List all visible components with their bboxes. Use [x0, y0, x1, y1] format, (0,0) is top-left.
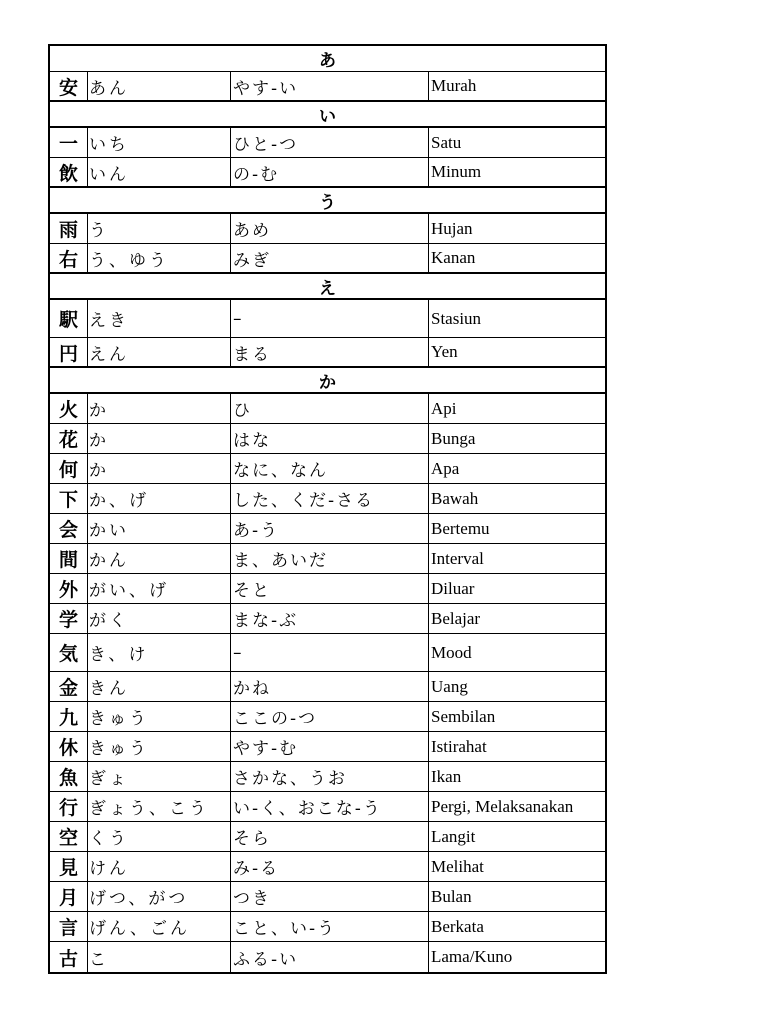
kanji-cell: 空: [50, 822, 88, 851]
table-row: [50, 544, 605, 574]
meaning-cell: Berkata: [431, 916, 484, 936]
table-row: [50, 852, 605, 882]
kunyomi-cell: あ-う: [231, 514, 429, 543]
table-row: [50, 732, 605, 762]
kunyomi-cell: ひと-つ: [231, 128, 429, 157]
onyomi-cell: きゅう: [88, 732, 231, 761]
onyomi-cell: きん: [88, 672, 231, 701]
meaning-cell: Stasiun: [431, 308, 482, 328]
group-header: あ: [50, 46, 605, 72]
kunyomi-cell: かね: [231, 672, 429, 701]
table-row: [50, 882, 605, 912]
onyomi-cell: えん: [88, 338, 231, 366]
onyomi-cell: あん: [88, 72, 231, 100]
table-row: [50, 424, 605, 454]
kunyomi-cell: やす-む: [231, 732, 429, 761]
kanji-cell: 外: [50, 574, 88, 603]
table-row: [50, 574, 605, 604]
meaning-cell: Bunga: [431, 428, 476, 448]
onyomi-cell: いち: [88, 128, 231, 157]
meaning-cell: Minum: [431, 162, 482, 181]
kanji-table: [48, 44, 607, 974]
kunyomi-cell: ここの-つ: [231, 702, 429, 731]
group-header: え: [50, 274, 605, 300]
onyomi-cell: がい、げ: [88, 574, 231, 603]
meaning-cell: Mood: [431, 642, 472, 662]
kunyomi-cell: ま、あいだ: [231, 544, 429, 573]
onyomi-cell: こ: [88, 942, 231, 972]
kunyomi-cell: い-く、おこな-う: [231, 792, 429, 821]
table-row: [50, 634, 605, 672]
meaning-cell: Diluar: [431, 578, 475, 598]
group-header: う: [50, 188, 605, 214]
kunyomi-cell: の-む: [231, 158, 429, 186]
meaning-cell: Istirahat: [431, 736, 487, 756]
table-row: [50, 300, 605, 338]
meaning-cell: Kanan: [431, 248, 476, 267]
kanji-cell: 飲: [50, 158, 88, 186]
group-header: か: [50, 368, 605, 394]
table-row: [50, 514, 605, 544]
table-row: [50, 454, 605, 484]
kanji-cell: 何: [50, 454, 88, 483]
kunyomi-cell: まる: [231, 338, 429, 366]
kanji-cell: 休: [50, 732, 88, 761]
onyomi-cell: か: [88, 454, 231, 483]
kunyomi-cell: ふる-い: [231, 942, 429, 972]
kunyomi-cell: した、くだ-さる: [231, 484, 429, 513]
kanji-cell: 見: [50, 852, 88, 881]
table-row: [50, 822, 605, 852]
table-row: [50, 942, 605, 972]
meaning-cell: Ikan: [431, 766, 462, 786]
kanji-cell: 学: [50, 604, 88, 633]
onyomi-cell: くう: [88, 822, 231, 851]
onyomi-cell: きゅう: [88, 702, 231, 731]
onyomi-cell: か: [88, 394, 231, 423]
kunyomi-cell: そと: [231, 574, 429, 603]
table-row: [50, 762, 605, 792]
kanji-cell: 気: [50, 634, 88, 671]
table-row: [50, 128, 605, 158]
kanji-cell: 言: [50, 912, 88, 941]
table-row: [50, 244, 605, 274]
kunyomi-cell: ひ: [231, 394, 429, 423]
kanji-cell: 行: [50, 792, 88, 821]
onyomi-cell: き、け: [88, 634, 231, 671]
kanji-cell: 月: [50, 882, 88, 911]
kunyomi-cell: つき: [231, 882, 429, 911]
meaning-cell: Bertemu: [431, 518, 490, 538]
kunyomi-cell: み-る: [231, 852, 429, 881]
meaning-cell: Uang: [431, 676, 468, 696]
onyomi-cell: ぎょう、こう: [88, 792, 231, 821]
onyomi-cell: いん: [88, 158, 231, 186]
kanji-cell: 古: [50, 942, 88, 972]
meaning-cell: Hujan: [431, 218, 473, 238]
kanji-cell: 九: [50, 702, 88, 731]
table-row: [50, 158, 605, 188]
meaning-cell: Api: [431, 398, 457, 418]
onyomi-cell: か、げ: [88, 484, 231, 513]
meaning-cell: Langit: [431, 826, 476, 846]
kunyomi-cell: はな: [231, 424, 429, 453]
group-header: い: [50, 102, 605, 128]
meaning-cell: Melihat: [431, 856, 484, 876]
onyomi-cell: か: [88, 424, 231, 453]
kanji-cell: 花: [50, 424, 88, 453]
meaning-cell: Belajar: [431, 608, 481, 628]
kunyomi-cell: そら: [231, 822, 429, 851]
onyomi-cell: げん、ごん: [88, 912, 231, 941]
onyomi-cell: げつ、がつ: [88, 882, 231, 911]
kanji-cell: 火: [50, 394, 88, 423]
kanji-cell: 一: [50, 128, 88, 157]
kunyomi-cell: まな-ぶ: [231, 604, 429, 633]
kunyomi-cell: やす-い: [231, 72, 429, 100]
table-row: [50, 484, 605, 514]
table-row: [50, 792, 605, 822]
onyomi-cell: ぎょ: [88, 762, 231, 791]
onyomi-cell: がく: [88, 604, 231, 633]
meaning-cell: Lama/Kuno: [431, 947, 513, 966]
kanji-cell: 右: [50, 244, 88, 272]
table-row: [50, 604, 605, 634]
kanji-cell: 会: [50, 514, 88, 543]
meaning-cell: Sembilan: [431, 706, 496, 726]
kunyomi-cell: あめ: [231, 214, 429, 243]
onyomi-cell: う、ゆう: [88, 244, 231, 272]
table-row: [50, 72, 605, 102]
kunyomi-cell: –: [231, 300, 429, 337]
kunyomi-cell: みぎ: [231, 244, 429, 272]
kanji-cell: 円: [50, 338, 88, 366]
kunyomi-cell: さかな、うお: [231, 762, 429, 791]
kunyomi-cell: なに、なん: [231, 454, 429, 483]
onyomi-cell: かい: [88, 514, 231, 543]
kanji-cell: 安: [50, 72, 88, 100]
meaning-cell: Interval: [431, 548, 484, 568]
onyomi-cell: う: [88, 214, 231, 243]
meaning-cell: Murah: [431, 76, 477, 95]
meaning-cell: Pergi, Melaksanakan: [431, 796, 574, 816]
table-row: [50, 214, 605, 244]
meaning-cell: Bawah: [431, 488, 479, 508]
meaning-cell: Satu: [431, 132, 462, 152]
kanji-cell: 駅: [50, 300, 88, 337]
kanji-cell: 雨: [50, 214, 88, 243]
meaning-cell: Apa: [431, 458, 460, 478]
onyomi-cell: えき: [88, 300, 231, 337]
kanji-cell: 金: [50, 672, 88, 701]
kunyomi-cell: こと、い-う: [231, 912, 429, 941]
onyomi-cell: かん: [88, 544, 231, 573]
kanji-cell: 下: [50, 484, 88, 513]
onyomi-cell: けん: [88, 852, 231, 881]
kanji-cell: 間: [50, 544, 88, 573]
kanji-cell: 魚: [50, 762, 88, 791]
meaning-cell: Yen: [431, 342, 458, 361]
table-row: [50, 702, 605, 732]
kunyomi-cell: –: [231, 634, 429, 671]
table-row: [50, 338, 605, 368]
table-row: [50, 912, 605, 942]
meaning-cell: Bulan: [431, 886, 472, 906]
table-row: [50, 672, 605, 702]
table-row: [50, 394, 605, 424]
